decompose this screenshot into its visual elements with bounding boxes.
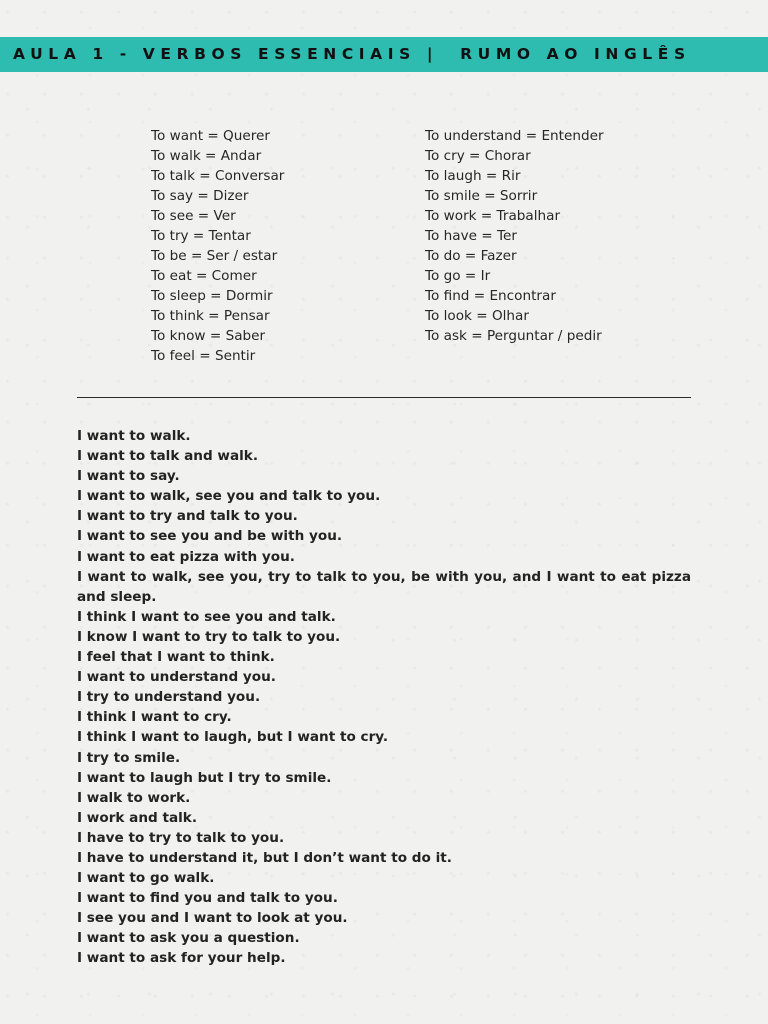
vocab-item: To ask = Perguntar / pedir — [425, 328, 602, 344]
vocab-item: To look = Olhar — [425, 308, 529, 324]
example-sentence: I feel that I want to think. — [77, 649, 275, 666]
page-title: AULA 1 - VERBOS ESSENCIAIS | RUMO AO INGLÊS — [13, 45, 691, 63]
vocab-item: To think = Pensar — [151, 308, 270, 324]
example-sentence: I want to talk and walk. — [77, 448, 259, 465]
vocab-item: To talk = Conversar — [151, 168, 285, 184]
example-sentences — [77, 426, 691, 969]
example-sentence: I want to ask for your help. — [77, 950, 286, 967]
vocab-item: To find = Encontrar — [425, 288, 556, 304]
example-sentence: I think I want to cry. — [77, 709, 232, 726]
example-sentence: I have to understand it, but I don’t want to do it. — [77, 849, 452, 866]
vocab-item: To eat = Comer — [151, 268, 257, 284]
example-sentence: I have to try to talk to you. — [77, 829, 285, 846]
example-sentence: I think I want to see you and talk. — [77, 608, 336, 625]
vocab-item: To work = Trabalhar — [425, 208, 561, 224]
example-sentence: I walk to work. — [77, 789, 191, 806]
example-sentence: I want to walk, see you, try to talk to you, be with you, and I want to eat pizza and sleep. — [77, 568, 691, 605]
example-sentence: I try to understand you. — [77, 689, 261, 706]
example-sentence: I see you and I want to look at you. — [77, 910, 348, 927]
vocab-item: To sleep = Dormir — [151, 288, 273, 304]
example-sentence: I work and talk. — [77, 809, 198, 826]
example-sentence: I want to ask you a question. — [77, 930, 300, 947]
example-sentence: I know I want to try to talk to you. — [77, 628, 341, 645]
vocab-item: To understand = Entender — [425, 128, 604, 144]
example-sentence: I want to walk. — [77, 428, 191, 444]
vocab-item: To see = Ver — [151, 208, 236, 224]
vocab-item: To do = Fazer — [425, 248, 517, 264]
example-sentence: I want to understand you. — [77, 669, 276, 686]
vocab-item: To feel = Sentir — [151, 348, 256, 364]
vocabulary-right-column — [425, 126, 604, 346]
vocabulary-left-column — [151, 126, 284, 366]
vocab-item: To be = Ser / estar — [151, 248, 278, 264]
section-divider — [77, 397, 691, 398]
vocab-item: To have = Ter — [425, 228, 517, 244]
example-sentence: I think I want to laugh, but I want to cry. — [77, 729, 389, 746]
vocab-item: To walk = Andar — [151, 148, 262, 164]
example-sentence: I want to eat pizza with you. — [77, 548, 295, 565]
example-sentence: I want to say. — [77, 468, 180, 485]
example-sentence: I try to smile. — [77, 749, 181, 766]
vocab-item: To try = Tentar — [151, 228, 251, 244]
vocab-item: To laugh = Rir — [425, 168, 521, 184]
vocab-item: To say = Dizer — [151, 188, 249, 204]
example-sentence: I want to walk, see you and talk to you. — [77, 488, 381, 505]
example-sentence: I want to try and talk to you. — [77, 508, 298, 525]
example-sentence: I want to find you and talk to you. — [77, 890, 338, 907]
example-sentence: I want to see you and be with you. — [77, 528, 343, 545]
vocab-item: To want = Querer — [151, 128, 270, 144]
example-sentence: I want to go walk. — [77, 870, 215, 887]
vocab-item: To cry = Chorar — [425, 148, 531, 164]
vocab-item: To smile = Sorrir — [425, 188, 538, 204]
example-sentence: I want to laugh but I try to smile. — [77, 769, 332, 786]
vocab-item: To go = Ir — [425, 268, 491, 284]
header-bar — [0, 37, 768, 72]
vocab-item: To know = Saber — [151, 328, 266, 344]
